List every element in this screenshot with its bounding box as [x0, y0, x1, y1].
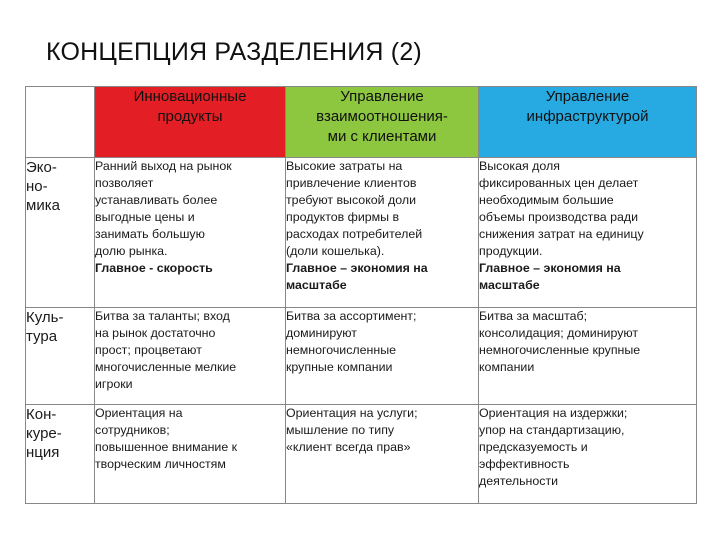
cell-text-line: долю рынка.: [95, 244, 168, 258]
cell-text-line: фиксированных цен делает: [479, 176, 639, 190]
cell-text-line: расходах потребителей: [286, 227, 423, 241]
table-cell: [286, 405, 479, 504]
cell-text-line: Битва за масштаб;: [479, 309, 588, 323]
cell-text-line: позволяет: [95, 176, 154, 190]
table-cell: [95, 405, 286, 504]
corner-cell: [26, 87, 95, 158]
concept-table: [25, 86, 697, 504]
table-cell: [479, 405, 697, 504]
text-line: ми с клиентами: [327, 128, 437, 145]
cell-text-line: многочисленные мелкие: [95, 360, 237, 374]
cell-text-line: Битва за ассортимент;: [286, 309, 417, 323]
cell-text-line: Ориентация на издержки;: [479, 406, 628, 420]
cell-text-line: Ранний выход на рынок: [95, 159, 232, 173]
cell-text-line: необходимым большие: [479, 193, 614, 207]
text-line: Управление: [340, 88, 424, 105]
cell-text-line: занимать большую: [95, 227, 205, 241]
text-line: Кон-: [26, 406, 57, 423]
cell-emphasis-line: Главное - скорость: [95, 261, 213, 275]
table-row-competition: [26, 405, 697, 504]
cell-text-line: крупные компании: [286, 360, 393, 374]
cell-text-line: игроки: [95, 377, 133, 391]
text-line: Куль-: [26, 309, 64, 326]
table-row-culture: [26, 308, 697, 405]
text-line: взаимоотношения-: [316, 108, 448, 125]
cell-text-line: на рынок достаточно: [95, 326, 216, 340]
cell-text-line: упор на стандартизацию,: [479, 423, 625, 437]
row-label-culture: [26, 308, 95, 405]
cell-text-line: предсказуемость и: [479, 440, 588, 454]
table-cell: [95, 158, 286, 308]
cell-text-line: требуют высокой доли: [286, 193, 417, 207]
cell-emphasis-line: Главное – экономия на: [286, 261, 428, 275]
text-line: Инновационные: [133, 88, 247, 105]
text-line: тура: [26, 328, 58, 345]
table-row-economics: [26, 158, 697, 308]
table-cell: [479, 308, 697, 405]
cell-text-line: немногочисленные: [286, 343, 397, 357]
cell-text-line: немногочисленные крупные: [479, 343, 641, 357]
cell-text-line: повышенное внимание к: [95, 440, 238, 454]
text-line: но-: [26, 178, 48, 195]
column-header-customer-relations: [286, 87, 479, 158]
text-line: мика: [26, 197, 60, 214]
cell-text-line: привлечение клиентов: [286, 176, 417, 190]
cell-text-line: сотрудников;: [95, 423, 170, 437]
column-header-innovative-products: [95, 87, 286, 158]
cell-text-line: компании: [479, 360, 535, 374]
row-label-competition: [26, 405, 95, 504]
cell-text-line: Ориентация на услуги;: [286, 406, 418, 420]
cell-text-line: выгодные цены и: [95, 210, 195, 224]
header-row: [26, 87, 697, 158]
cell-text-line: Высокие затраты на: [286, 159, 403, 173]
cell-emphasis-line: масштабе: [286, 278, 347, 292]
cell-text-line: продукции.: [479, 244, 543, 258]
cell-emphasis-line: Главное – экономия на: [479, 261, 621, 275]
table-cell: [286, 308, 479, 405]
cell-text-line: творческим личностям: [95, 457, 226, 471]
cell-text-line: деятельности: [479, 474, 559, 488]
text-line: Эко-: [26, 159, 57, 176]
row-label-economics: [26, 158, 95, 308]
cell-text-line: устанавливать более: [95, 193, 218, 207]
cell-text-line: снижения затрат на единицу: [479, 227, 644, 241]
cell-text-line: Битва за таланты; вход: [95, 309, 230, 323]
page-title: КОНЦЕПЦИЯ РАЗДЕЛЕНИЯ (2): [46, 38, 422, 66]
cell-text-line: объемы производства ради: [479, 210, 639, 224]
cell-text-line: эффективность: [479, 457, 570, 471]
cell-emphasis-line: масштабе: [479, 278, 540, 292]
cell-text-line: прост; процветают: [95, 343, 202, 357]
cell-text-line: Высокая доля: [479, 159, 560, 173]
cell-text-line: доминируют: [286, 326, 357, 340]
text-line: продукты: [157, 108, 223, 125]
cell-text-line: (доли кошелька).: [286, 244, 385, 258]
text-line: нция: [26, 444, 60, 461]
cell-text-line: продуктов фирмы в: [286, 210, 400, 224]
text-line: инфраструктурой: [526, 108, 649, 125]
column-header-infrastructure: [479, 87, 697, 158]
cell-text-line: мышление по типу: [286, 423, 395, 437]
cell-text-line: «клиент всегда прав»: [286, 440, 411, 454]
table-cell: [479, 158, 697, 308]
table-cell: [95, 308, 286, 405]
cell-text-line: консолидация; доминируют: [479, 326, 639, 340]
text-line: Управление: [545, 88, 630, 105]
table-cell: [286, 158, 479, 308]
cell-text-line: Ориентация на: [95, 406, 183, 420]
text-line: куре-: [26, 425, 62, 442]
